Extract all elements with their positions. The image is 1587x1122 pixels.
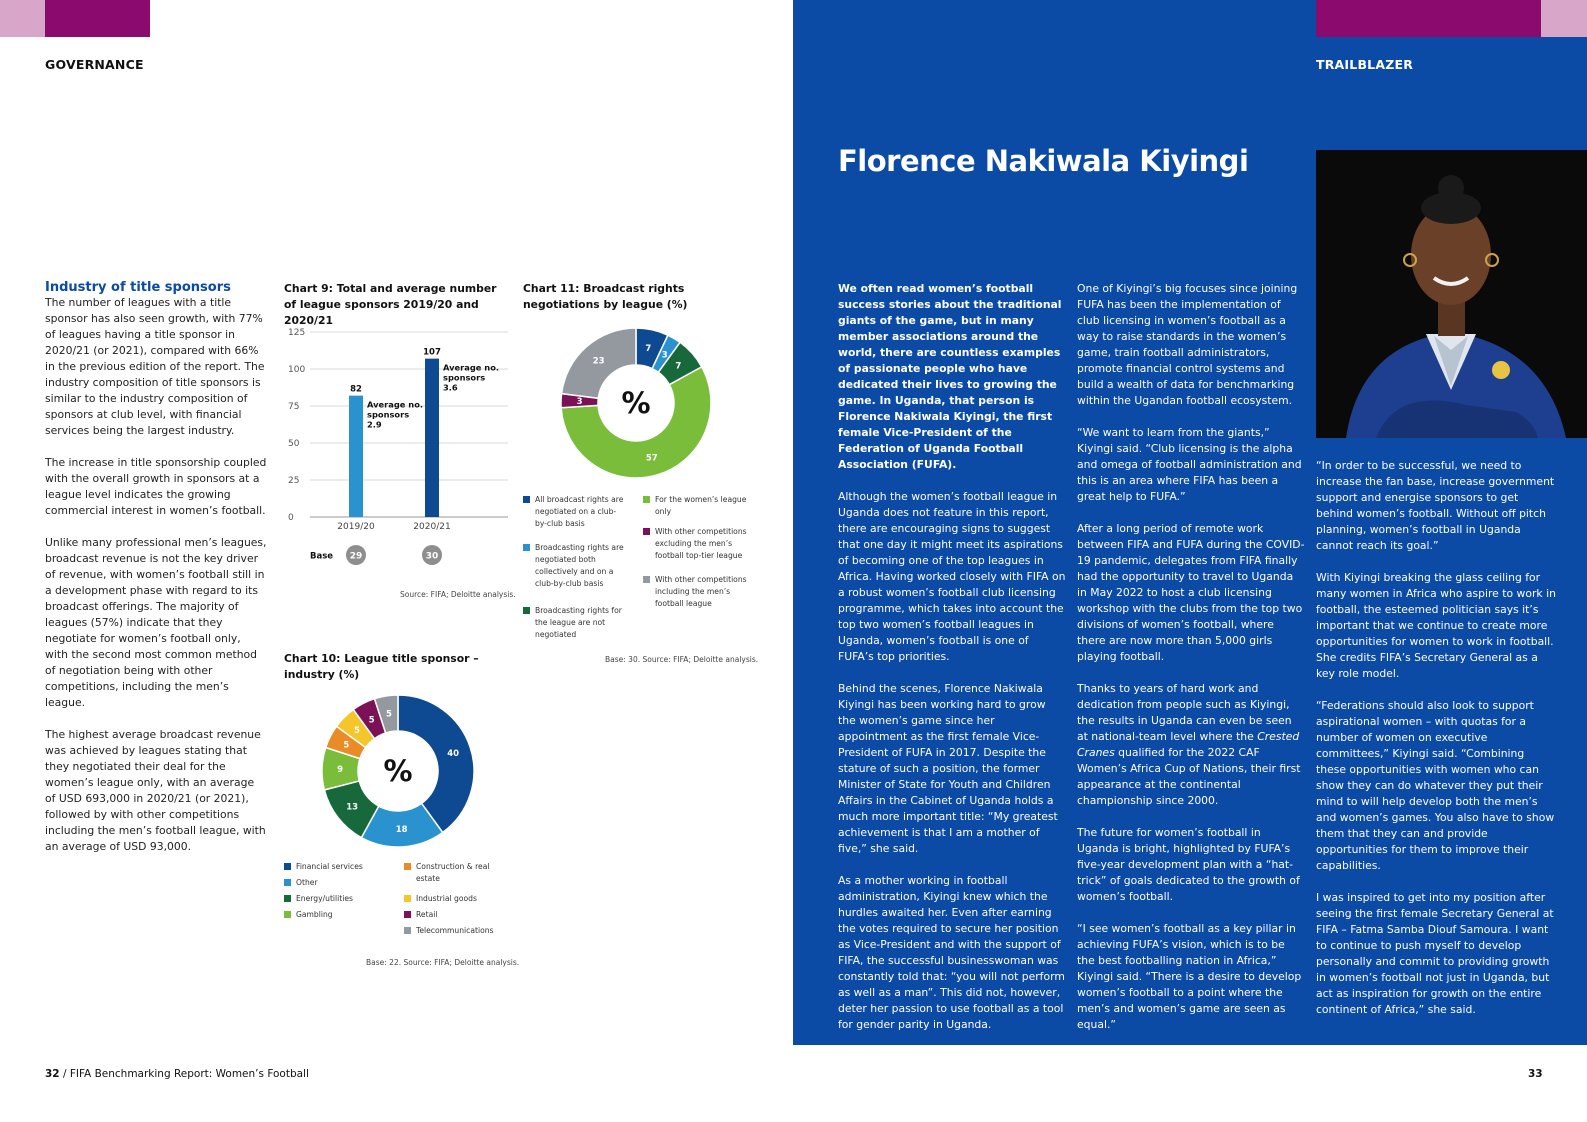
legend-swatch <box>284 863 291 870</box>
left-body <box>45 295 267 855</box>
legend-swatch <box>404 927 411 934</box>
chart10-slice-label: 40 <box>447 749 460 760</box>
paragraph: The highest average broadcast revenue was achieved by leagues stating that they negotiated their deal for the women’s league only, with an average of USD 693,000 in 2020/21 (or 2021), followed by with other competitions including the men’s football league, with an average of USD 93,000. <box>45 728 266 853</box>
chart11-legend-item <box>643 526 748 562</box>
page-number-right: 33 <box>1528 1068 1543 1080</box>
legend-label: Financial services <box>296 862 363 871</box>
legend-label: Broadcasting rights are negotiated both collectively and on a club-by-club basis <box>535 543 624 588</box>
chart11-title: Chart 11: Broadcast rights negotiations by league (%) <box>523 282 688 311</box>
chart11-legend-item <box>643 574 748 610</box>
paragraph: One of Kiyingi’s big focuses since joining FUFA has been the implementation of club licensing in women’s football as a way to raise standards in the women’s game, train football administrators, promote financial control systems and build a wealth of data for benchmarking within the Ugandan football ecosystem. <box>1077 282 1298 407</box>
paragraph: “I see women’s football as a key pillar in achieving FUFA’s vision, which is to be the best footballing nation in Africa,” Kiyingi said. “There is a desire to develop women’s football to a point where the men’s and women’s game are seen as equal.” <box>1077 922 1302 1031</box>
chart11-legend-item <box>523 605 628 641</box>
paragraph: “We want to learn from the giants,” Kiyingi said. “Club licensing is the alpha and omega of football administration and this is an area where FIFA has been a great help to FUFA.” <box>1077 426 1302 503</box>
chart9-source: Source: FIFA; Deloitte analysis. <box>400 590 516 599</box>
chart10-slice-label: 5 <box>385 709 392 720</box>
paragraph: Although the women’s football league in Uganda does not feature in this report, there are encouraging signs to suggest that one day it might meet its aspirations of becoming one of the top leagues in Africa. Having worked closely with FIFA on a robust women’s football club licensing programme, which takes into account the top two women’s football leagues in Uganda, women’s football is one of FUFA’s top priorities. <box>838 490 1066 663</box>
legend-label: With other competitions including the men’s football league <box>655 575 747 608</box>
profile-title: Florence Nakiwala Kiyingi <box>838 144 1249 178</box>
chart9-ytick-label: 100 <box>288 365 306 375</box>
chart9-ytick-label: 50 <box>288 439 300 449</box>
footer-report-title: / FIFA Benchmarking Report: Women’s Football <box>59 1068 309 1080</box>
legend-label: Energy/utilities <box>296 894 353 903</box>
chart11-slice-label: 3 <box>661 350 668 361</box>
chart11-slice-label: 57 <box>645 453 658 464</box>
legend-label: For the women’s league only <box>655 495 747 516</box>
legend-swatch <box>404 895 411 902</box>
chart9-ytick-label: 125 <box>288 328 306 338</box>
chart9-value-label: 107 <box>423 347 441 358</box>
legend-swatch <box>284 895 291 902</box>
chart10-legend-item <box>404 893 504 905</box>
paragraph <box>1077 681 1305 809</box>
chart11-legend-item <box>523 542 628 590</box>
decor-bar-pink-left <box>0 0 45 37</box>
paragraph: As a mother working in football administration, Kiyingi knew which the hurdles awaited her. Even after earning the votes required to secure her position as Vice-President and with the support of FIFA, the successful businesswoman was constantly told that: “you will not perform as well as a man”. This did not, however, deter her passion to use football as a tool for gender parity in Uganda. <box>838 874 1065 1031</box>
chart9-svg <box>284 322 514 607</box>
legend-swatch <box>643 576 650 583</box>
legend-swatch <box>404 863 411 870</box>
page-number-left: 32 <box>45 1068 60 1080</box>
chart10-slice-label: 5 <box>343 740 350 751</box>
chart9-annotation: Average no. sponsors 2.9 <box>367 399 424 430</box>
chart10-legend-item <box>284 909 394 921</box>
paragraph: Unlike many professional men’s leagues, broadcast revenue is not the key driver of revenue, with women’s football still in a development phase with regard to its broadcast offerings. The majority of leagues (57%) indicate that they negotiate for women’s football only, with the second most common method of negotiation being with other competitions, including the men’s league. <box>45 536 267 709</box>
legend-label: Other <box>296 878 318 887</box>
decor-bar-purple-left <box>45 0 150 37</box>
section-label-governance: GOVERNANCE <box>45 57 144 72</box>
legend-swatch <box>284 879 291 886</box>
chart10-slice-label: 9 <box>337 765 343 776</box>
legend-label: Industrial goods <box>416 894 477 903</box>
legend-swatch <box>643 528 650 535</box>
chart11-legend-item <box>523 494 628 530</box>
chart10-center-label: % <box>383 754 413 788</box>
chart9-base-label: Base <box>310 551 334 562</box>
legend-swatch <box>643 496 650 503</box>
paragraph: With Kiyingi breaking the glass ceiling for many women in Africa who aspire to work in football, the esteemed politician says it’s important that we continue to create more opportunities for women to work in football. She credits FIFA’s Secretary General as a key role model. <box>1316 571 1556 680</box>
chart10-legend-item <box>284 861 394 873</box>
legend-label: All broadcast rights are negotiated on a club-by-club basis <box>535 495 624 528</box>
team-name: Crested Cranes <box>1077 730 1300 759</box>
chart10-legend-item <box>404 861 504 885</box>
chart11-source: Base: 30. Source: FIFA; Deloitte analysis. <box>605 655 759 664</box>
chart9-title: Chart 9: Total and average number of league sponsors 2019/20 and 2020/21 <box>284 282 497 327</box>
chart10-legend-item <box>284 877 394 889</box>
chart9-bar <box>349 396 363 517</box>
chart11-center-label: % <box>621 386 651 420</box>
chart10-legend-item <box>284 893 394 905</box>
chart9-base-value: 30 <box>425 551 439 562</box>
intro-paragraph: We often read women’s football success stories about the traditional giants of the game, but in many member associations around the world, there are countless examples of passionate people who have dedicated their lives to growing the game. In Uganda, that person is Florence Nakiwala Kiyingi, the first female Vice-President of the Federation of Uganda Football Association (FUFA). <box>838 282 1062 471</box>
chart9-xtick-label: 2020/21 <box>413 522 451 532</box>
chart11-slice-label: 7 <box>675 361 682 372</box>
paragraph: Behind the scenes, Florence Nakiwala Kiyingi has been working hard to grow the women’s game since her appointment as the first female Vice-President of FUFA in 2017. Despite the stature of such a position, the former Minister of State for Youth and Children Affairs in the Cabinet of Uganda holds a much more important title: “My greatest achievement is that I am a mother of five,” she said. <box>838 682 1058 855</box>
portrait-photo <box>1316 150 1587 438</box>
paragraph: The future for women’s football in Uganda is bright, highlighted by FUFA’s five-year development plan with a “hat-trick” of goals dedicated to the growth of women’s football. <box>1077 826 1300 903</box>
subhead-industry-title-sponsors: Industry of title sponsors <box>45 280 231 295</box>
chart11-slice-label: 3 <box>576 397 583 408</box>
chart10-donut <box>320 693 476 849</box>
legend-swatch <box>523 496 530 503</box>
chart10-slice-label: 18 <box>395 824 408 835</box>
chart10-legend-item <box>404 925 504 937</box>
chart9-annotation: Average no. sponsors 3.6 <box>443 362 500 393</box>
right-column-2 <box>1077 281 1305 1049</box>
chart11-legend-item <box>643 494 748 518</box>
legend-swatch <box>404 911 411 918</box>
chart9-xtick-label: 2019/20 <box>337 522 375 532</box>
chart9-base-value: 29 <box>349 551 363 562</box>
chart9-ytick-label: 25 <box>288 476 300 486</box>
chart11-slice-label: 23 <box>592 356 605 367</box>
quote-paragraph: I was inspired to get into my position after seeing the first female Secretary General at FIFA – Fatma Samba Diouf Samoura. I want to continue to push myself to develop personally and commit to providing growth in women’s football not just in Uganda, but act as inspiration for growth on the entire continent of Africa,” she said. <box>1316 891 1554 1016</box>
right-column-3 <box>1316 458 1556 1034</box>
section-label-trailblazer: TRAILBLAZER <box>1316 57 1414 72</box>
legend-label: Broadcasting rights for the league are not negotiated <box>535 606 622 639</box>
chart10-legend-item <box>404 909 504 921</box>
legend-swatch <box>523 607 530 614</box>
footer-left <box>45 1068 309 1080</box>
paragraph: The number of leagues with a title sponsor has also seen growth, with 77% of leagues having a title sponsor in 2020/21 (or 2021), compared with 66% in the previous edition of the report. The industry composition of title sponsors is similar to the industry composition of sponsors at club level, with financial services being the largest industry. <box>45 296 265 437</box>
legend-label: Gambling <box>296 910 333 919</box>
legend-label: Construction & real estate <box>416 862 490 883</box>
chart10-slice-label: 5 <box>368 715 375 726</box>
paragraph-part: Thanks to years of hard work and dedication from people such as Kiyingi, the results in Uganda can even be seen at national-team level where the <box>1077 682 1292 743</box>
chart9-ytick-label: 0 <box>288 513 294 523</box>
left-text-column <box>45 280 267 871</box>
paragraph: The increase in title sponsorship coupled with the overall growth in sponsors at a league level indicates the growing commercial interest in women’s football. <box>45 456 267 517</box>
chart11-slice-label: 7 <box>645 343 652 354</box>
chart9-bar <box>425 359 439 517</box>
paragraph-part: qualified for the 2022 CAF Women’s Africa Cup of Nations, their first appearance at the continental championship since 2000. <box>1077 746 1301 807</box>
legend-swatch <box>284 911 291 918</box>
legend-label: With other competitions excluding the men’s football top-tier league <box>655 527 747 560</box>
decor-bar-pink-right <box>1541 0 1587 37</box>
legend-label: Telecommunications <box>416 926 494 935</box>
quote-paragraph: “In order to be successful, we need to increase the fan base, increase government support and energise sponsors to get behind women’s football. Without off pitch planning, women’s football in Uganda cannot reach its goal.” <box>1316 459 1555 552</box>
paragraph: After a long period of remote work between FIFA and FUFA during the COVID-19 pandemic, delegates from FIFA finally had the opportunity to travel to Uganda in May 2022 to host a club licensing workshop with the clubs from the top two divisions of women’s football, where there are now more than 5,000 girls playing football. <box>1077 522 1305 663</box>
chart10-slice-label: 5 <box>354 725 360 736</box>
chart9-value-label: 82 <box>350 384 362 395</box>
chart11-donut <box>560 327 712 479</box>
chart9-ytick-label: 75 <box>288 402 300 412</box>
chart10-title: Chart 10: League title sponsor – industry (%) <box>284 652 479 681</box>
legend-label: Retail <box>416 910 438 919</box>
quote-paragraph: “Federations should also look to support aspirational women – with quotas for a number of women on executive committees,” Kiyingi said. “Combining these opportunities with women who can show they can do whatever they put their mind to will help develop both the men’s and women’s games. You also have to show them that they can and provide opportunities for them to improve their capabilities. <box>1316 699 1555 872</box>
chart10-source: Base: 22. Source: FIFA; Deloitte analysis. <box>366 958 520 967</box>
legend-swatch <box>523 544 530 551</box>
decor-bar-purple-right <box>1316 0 1541 37</box>
right-column-1 <box>838 281 1066 1049</box>
chart10-slice-label: 13 <box>346 802 359 813</box>
